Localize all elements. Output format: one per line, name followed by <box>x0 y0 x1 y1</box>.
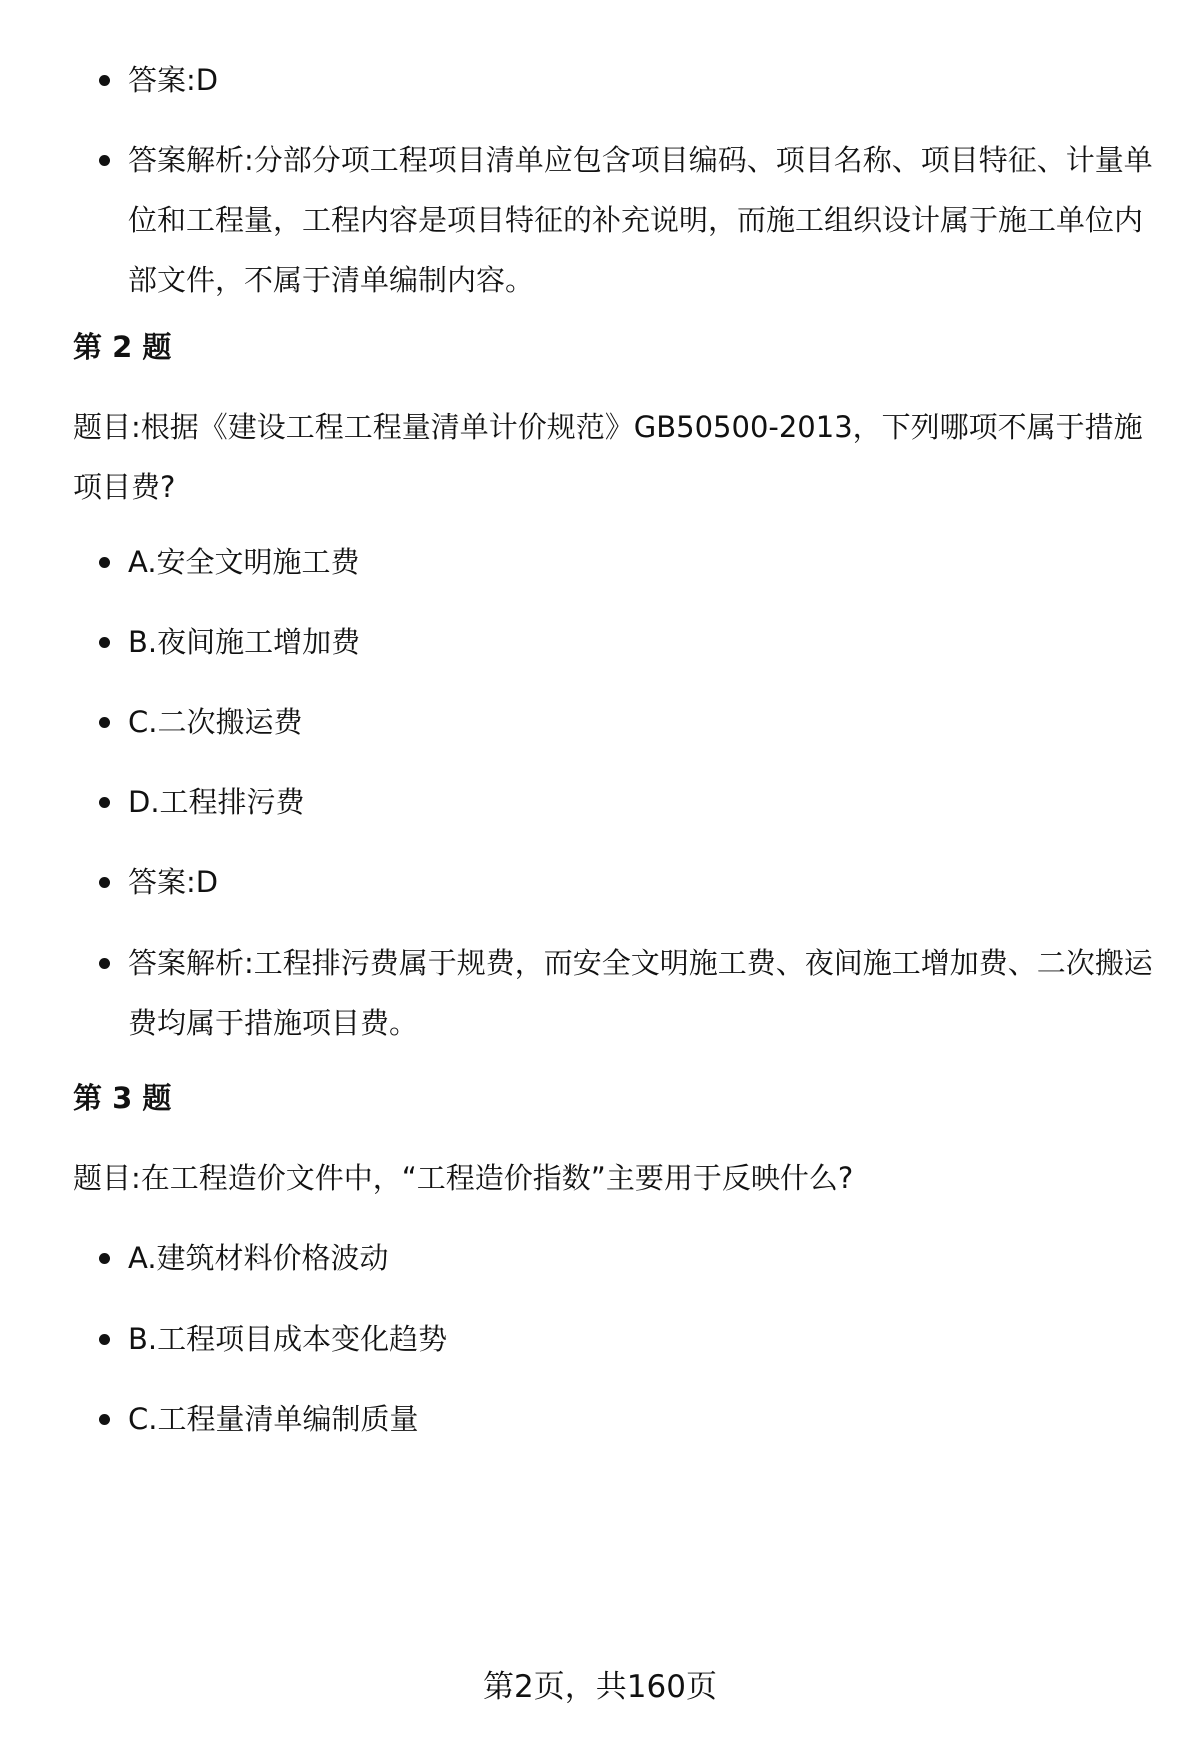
option-2a: A.安全文明施工费 <box>128 532 1158 592</box>
answer-q1: 答案:D <box>128 50 1158 110</box>
option-2c: C.二次搬运费 <box>128 692 1158 752</box>
option-2b: B.夜间施工增加费 <box>128 612 1158 672</box>
option-3c: C.工程量清单编制质量 <box>128 1389 1158 1449</box>
option-3a: A.建筑材料价格波动 <box>128 1228 1158 1288</box>
explanation-q2: 答案解析:工程排污费属于规费，而安全文明施工费、夜间施工增加费、二次搬运费均属于措施项目费。 <box>128 933 1158 1053</box>
explanation-q1: 答案解析:分部分项工程项目清单应包含项目编码、项目名称、项目特征、计量单位和工程量，工程内容是项目特征的补充说明，而施工组织设计属于施工单位内部文件，不属于清单编制内容。 <box>128 130 1158 310</box>
answer-q2: 答案:D <box>128 852 1158 912</box>
question-3-heading: 第 3 题 <box>73 1081 172 1115</box>
option-3b: B.工程项目成本变化趋势 <box>128 1309 1158 1369</box>
option-2d: D.工程排污费 <box>128 772 1158 832</box>
question-2-heading: 第 2 题 <box>73 330 172 364</box>
question-3-text: 题目:在工程造价文件中，“工程造价指数”主要用于反映什么? <box>73 1161 854 1195</box>
question-2-text: 题目:根据《建设工程工程量清单计价规范》GB50500-2013，下列哪项不属于措施项目费? <box>73 410 1143 504</box>
page-number-footer: 第2页，共160页 <box>483 1669 717 1705</box>
